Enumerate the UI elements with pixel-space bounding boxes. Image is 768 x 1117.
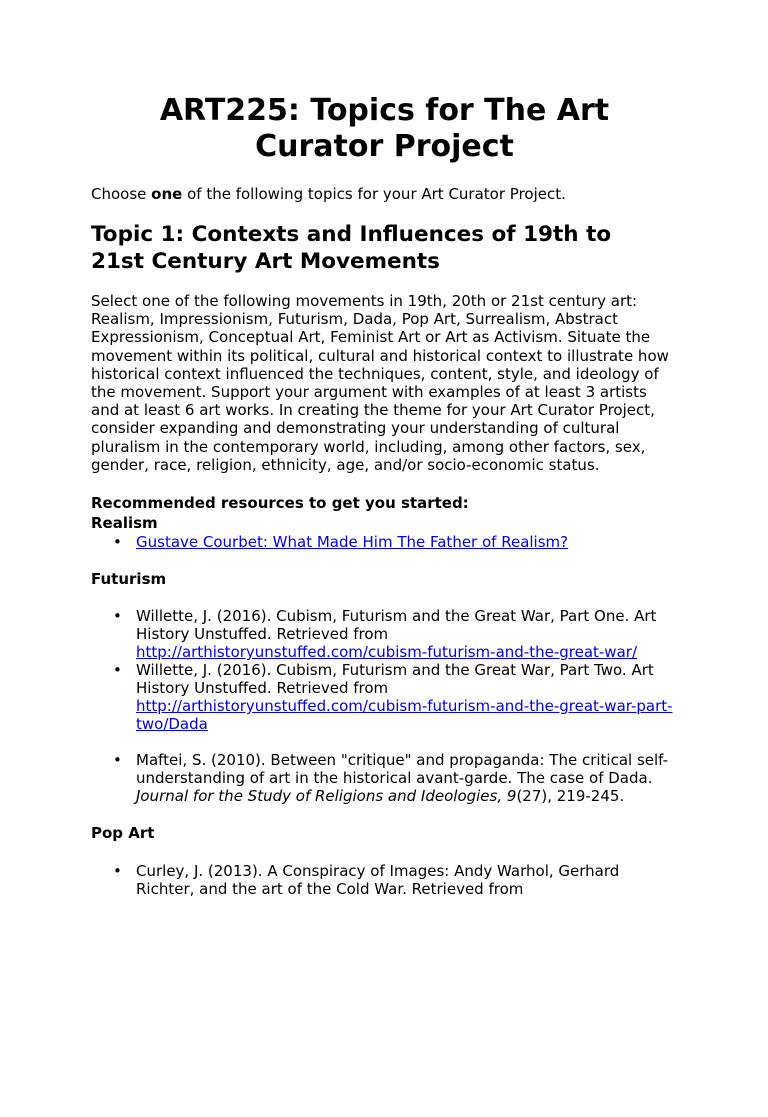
- futurism-heading: Futurism: [91, 570, 167, 589]
- intro-text-before: Choose: [91, 185, 152, 203]
- bullet-icon: •: [113, 751, 122, 770]
- resources-heading: Recommended resources to get you started:: [91, 494, 469, 513]
- bullet-icon: •: [113, 661, 122, 680]
- realism-resource-list: [91, 533, 678, 551]
- title-line-2: Curator Project: [255, 129, 514, 164]
- list-item: [91, 661, 678, 733]
- document-page: [0, 93, 768, 1117]
- page-title: [91, 93, 678, 165]
- list-item: [91, 862, 678, 898]
- pop-art-resource-list: [91, 862, 678, 898]
- topic-1-description: Select one of the following movements in 19th, 20th or 21st century art: Realism, Impressionism, Futurism, Dada, Pop Art, Surrealism, Abstract Expressionism, Conceptual Art, Feminist Art or Art as Activism. Situate the movement within its political, cultural and historical context to illustrate how historical context influenced the techniques, content, style, and ideology of the movement. Support your argument with examples of at least 3 artists and at least 6 art works. In creating the theme for your Art Curator Project, consider expanding and demonstrating your understanding of cultural pluralism in the contemporary world, including, among other factors, sex, gender, race, religion, ethnicity, age, and/or socio-economic status.: [91, 292, 669, 474]
- bullet-icon: •: [113, 862, 122, 881]
- futurism-resource-list: [91, 607, 678, 805]
- citation-link[interactable]: http://arthistoryunstuffed.com/cubism-futurism-and-the-great-war/: [136, 643, 637, 662]
- intro-paragraph: [91, 185, 678, 203]
- bullet-icon: •: [113, 607, 122, 626]
- topic-1-heading-line-1: Topic 1: Contexts and Influences of 19th to: [91, 222, 612, 247]
- intro-emphasis: one: [151, 185, 183, 203]
- citation-text: Curley, J. (2013). A Conspiracy of Images: Andy Warhol, Gerhard Richter, and the art of the Cold War. Retrieved from: [136, 862, 620, 899]
- citation-journal: Journal for the Study of Religions and Ideologies, 9: [136, 787, 517, 806]
- list-item: [91, 751, 678, 805]
- citation-text: Willette, J. (2016). Cubism, Futurism and the Great War, Part One. Art History Unstuffed. Retrieved from: [136, 607, 657, 644]
- courbet-article-link[interactable]: Gustave Courbet: What Made Him The Father of Realism?: [136, 533, 569, 552]
- realism-heading: Realism: [91, 514, 158, 533]
- title-line-1: ART225: Topics for The Art: [159, 93, 610, 128]
- citation-link[interactable]: http://arthistoryunstuffed.com/cubism-futurism-and-the-great-war-part-two/Dada: [136, 697, 673, 734]
- list-item: [91, 607, 678, 661]
- pop-art-heading: Pop Art: [91, 824, 155, 843]
- citation-journal-rest: (27), 219-245.: [516, 787, 625, 806]
- citation-text: Maftei, S. (2010). Between "critique" and propaganda: The critical self-understanding of art in the historical avant-garde. The case of Dada.: [136, 751, 669, 788]
- topic-1-heading-line-2: 21st Century Art Movements: [91, 249, 440, 274]
- topic-1-heading: [91, 221, 678, 275]
- intro-text-after: of the following topics for your Art Curator Project.: [182, 185, 566, 203]
- list-item: [91, 533, 678, 551]
- citation-text: Willette, J. (2016). Cubism, Futurism and the Great War, Part Two. Art History Unstuffed. Retrieved from: [136, 661, 654, 698]
- bullet-icon: •: [113, 533, 122, 552]
